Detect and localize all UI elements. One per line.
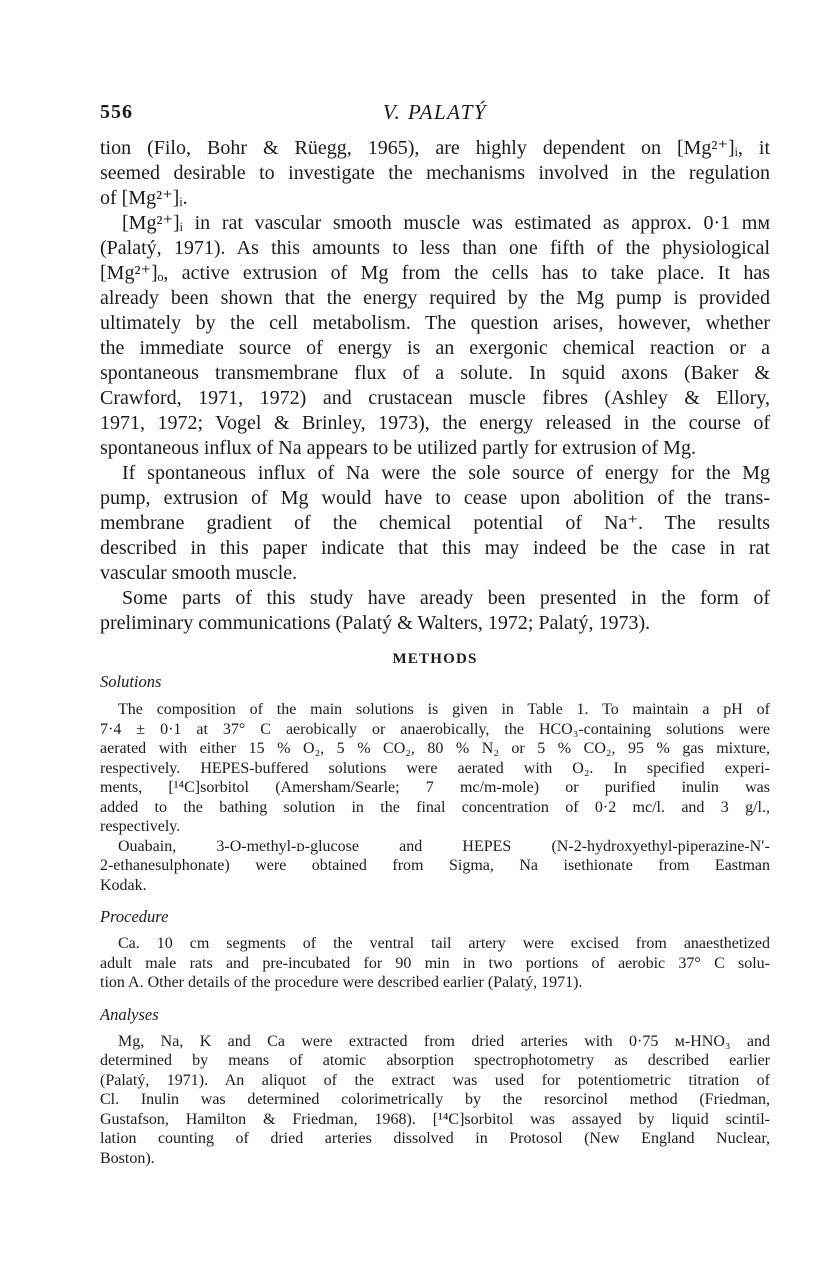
article-body (100, 136, 770, 1168)
text-line: of [Mg²⁺]ᵢ. (100, 187, 188, 209)
text-line: [Mg²⁺]ᵢ in rat vascular smooth muscle was estimated as approx. 0·1 mᴍ (122, 212, 770, 234)
text-line: pump, extrusion of Mg would have to cease upon abolition of the trans- (100, 487, 770, 509)
text-line: Ca. 10 cm segments of the ventral tail artery were excised from anaesthetized (118, 935, 770, 952)
text-line: added to the bathing solution in the final concentration of 0·2 mc/l. and 3 g/l., (100, 798, 770, 816)
text-line: If spontaneous influx of Na were the sole source of energy for the Mg (122, 462, 770, 484)
text-line: already been shown that the energy required by the Mg pump is provided (100, 287, 770, 309)
page-number: 556 (100, 101, 133, 123)
text-line: Crawford, 1971, 1972) and crustacean muscle fibres (Ashley & Ellory, (100, 387, 770, 409)
paragraph (100, 700, 770, 837)
text-line: tion A. Other details of the procedure were described earlier (Palatý, 1971). (100, 974, 583, 991)
text-line: (Palatý, 1971). As this amounts to less than one fifth of the physiological (100, 237, 770, 259)
paragraph (100, 461, 770, 586)
text-line: tion (Filo, Bohr & Rüegg, 1965), are highly dependent on [Mg²⁺]ᵢ, it (100, 137, 770, 159)
methods-heading: METHODS (392, 651, 478, 667)
text-line: Cl. Inulin was determined colorimetrically by the resorcinol method (Friedman, (100, 1091, 770, 1108)
paragraph (100, 837, 770, 896)
paragraph (100, 1032, 770, 1169)
paragraph (100, 934, 770, 993)
text-line: spontaneous influx of Na appears to be utilized partly for extrusion of Mg. (100, 437, 696, 459)
text-line: described in this paper indicate that this may indeed be the case in rat (100, 537, 770, 559)
text-line: determined by means of atomic absorption spectrophotometry as described earlier (100, 1052, 770, 1069)
text-line: aerated with either 15 % O₂, 5 % CO₂, 80 % N₂ or 5 % CO₂, 95 % gas mixture, (100, 740, 770, 757)
text-line: respectively. HEPES-buffered solutions were aerated with O₂. In specified experi- (100, 759, 770, 777)
text-line: lation counting of dried arteries dissolved in Protosol (New England Nuclear, (100, 1130, 770, 1147)
text-line: Mg, Na, K and Ca were extracted from dried arteries with 0·75 ᴍ-HNO₃ and (118, 1032, 770, 1050)
text-line: vascular smooth muscle. (100, 562, 298, 584)
text-line: 1971, 1972; Vogel & Brinley, 1973), the energy released in the course of (100, 412, 770, 434)
text-line: Gustafson, Hamilton & Friedman, 1968). [¹⁴C]sorbitol was assayed by liquid scintil- (100, 1110, 770, 1128)
text-line: Some parts of this study have aready been presented in the form of (122, 587, 770, 609)
paragraph (100, 136, 770, 211)
text-line: The composition of the main solutions is given in Table 1. To maintain a pH of (118, 701, 770, 718)
text-line: the immediate source of energy is an exergonic chemical reaction or a (100, 337, 770, 359)
text-line: adult male rats and pre-incubated for 90 min in two portions of aerobic 37° C solu- (100, 954, 770, 972)
text-line: ments, [¹⁴C]sorbitol (Amersham/Searle; 7 mc/m-mole) or purified inulin was (100, 779, 770, 796)
text-line: Kodak. (100, 876, 147, 894)
paragraph (100, 586, 770, 636)
text-line: ultimately by the cell metabolism. The question arises, however, whether (100, 312, 770, 334)
running-head (100, 100, 770, 125)
text-line: (Palatý, 1971). An aliquot of the extract was used for potentiometric titration of (100, 1071, 770, 1089)
text-line: Ouabain, 3-O-methyl-ᴅ-glucose and HEPES (N-2-hydroxyethyl-piperazine-N′- (118, 837, 770, 855)
text-line: respectively. (100, 818, 181, 835)
paragraph (100, 211, 770, 461)
text-line: 7·4 ± 0·1 at 37° C aerobically or anaerobically, the HCO₃-containing solutions were (100, 720, 770, 738)
text-line: preliminary communications (Palatý & Walters, 1972; Palatý, 1973). (100, 612, 651, 634)
text-line: seemed desirable to investigate the mechanisms involved in the regulation (100, 162, 770, 184)
text-line: membrane gradient of the chemical potential of Na⁺. The results (100, 512, 770, 534)
text-line: Boston). (100, 1149, 155, 1167)
section-heading-analyses: Analyses (100, 1004, 159, 1024)
text-line: spontaneous transmembrane flux of a solute. In squid axons (Baker & (100, 362, 770, 384)
section-heading-solutions: Solutions (100, 672, 162, 691)
section-heading-procedure: Procedure (100, 907, 169, 926)
text-line: [Mg²⁺]ₒ, active extrusion of Mg from the cells has to take place. It has (100, 262, 770, 284)
running-title: V. PALATÝ (382, 100, 488, 124)
text-line: 2-ethanesulphonate) were obtained from Sigma, Na isethionate from Eastman (100, 857, 770, 874)
